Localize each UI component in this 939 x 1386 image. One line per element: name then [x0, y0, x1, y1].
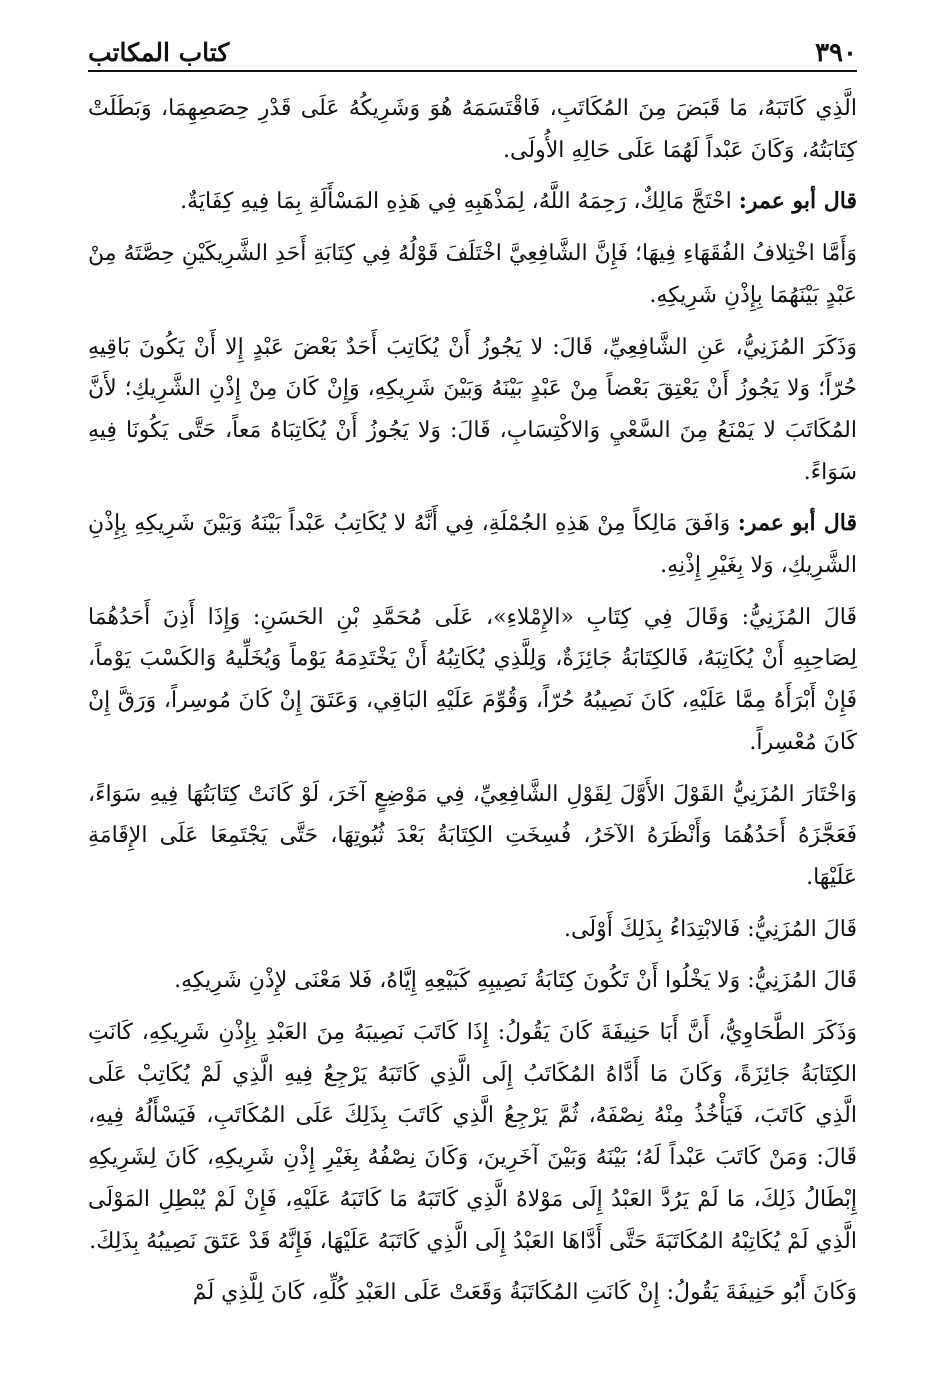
paragraph-7: [88, 774, 857, 899]
paragraph-11: [88, 1272, 857, 1314]
paragraph-text: قَالَ المُزَنِيُّ: فَالابْتِدَاءُ بِذَلِكَ أَوْلَى.: [564, 916, 857, 942]
paragraph-6: [88, 597, 857, 764]
paragraph-5: [88, 503, 857, 586]
paragraph-text: قَالَ المُزَنِيُّ: وَلا يَخْلُوا أَنْ تَكُونَ كِتَابَةُ نَصِيبِهِ كَبَيْعِهِ إِيَّاهُ، فَلا مَعْنَى لإِذْنِ شَرِيكِهِ.: [174, 968, 857, 994]
paragraph-text: وَأَمَّا اخْتِلافُ الفُقَهَاءِ فِيهَا؛ فَإِنَّ الشَّافِعِيَّ اخْتَلَفَ قَوْلُهُ فِي كِتَابَةِ أَحَدِ الشَّرِيكَيْنِ حِصَّتَهُ مِنْ عَبْدٍ بَيْنَهُمَا بِإِذْنِ شَرِيكِهِ.: [88, 241, 857, 308]
paragraph-10: [88, 1012, 857, 1262]
page-header: [88, 28, 857, 72]
paragraph-text: وَذَكَرَ المُزَنِيُّ، عَنِ الشَّافِعِيِّ، قَالَ: لا يَجُوزُ أَنْ يُكَاتِبَ أَحَدٌ بَعْضَ عَبْدٍ إِلا أَنْ يَكُونَ بَاقِيهِ حُرّاً؛ وَلا يَجُوزُ أَنْ يَعْتِقَ بَعْضاً مِنْ عَبْدٍ بَيْنَهُ وَبَيْنَ شَرِيكِهِ، وَإِنْ كَانَ مِنْ إِذْنِ الشَّرِيكِ؛ لأَنَّ المُكَاتَبَ لا يَمْنَعُ مِنَ السَّعْيِ وَالاكْتِسَابِ، قَالَ: وَلا يَجُوزُ أَنْ يُكَاتِبَاهُ مَعاً، حَتَّى يَكُونَا فِيهِ سَوَاءً.: [88, 334, 857, 485]
paragraph-8: [88, 909, 857, 951]
paragraph-9: [88, 960, 857, 1002]
paragraph-1: [88, 88, 857, 171]
paragraph-label: قال أبو عمر:: [737, 510, 857, 537]
page-body: [88, 88, 857, 1314]
running-title: كتاب المكاتب: [88, 38, 230, 67]
paragraph-text: وَاخْتَارَ المُزَنِيُّ القَوْلَ الأَوَّلَ لِقَوْلِ الشَّافِعِيِّ، فِي مَوْضِعٍ آخَرَ، لَوْ كَانَتْ كِتَابَتُهَا فِيهِ سَوَاءً، فَعَجَّزَهُ أَحَدُهُمَا وَأَنْظَرَهُ الآخَرُ، فُسِخَتِ الكِتَابَةُ بَعْدَ ثُبُوتِهَا، حَتَّى يَجْتَمِعَا عَلَى الإِقَامَةِ عَلَيْهَا.: [88, 781, 857, 890]
paragraph-3: [88, 233, 857, 316]
paragraph-4: [88, 327, 857, 494]
paragraph-text: وَافَقَ مَالِكاً مِنْ هَذِهِ الجُمْلَةِ، فِي أَنَّهُ لا يُكَاتِبُ عَبْداً بَيْنَهُ وَبَيْنَ شَرِيكِهِ بِإِذْنِ الشَّرِيكِ، وَلا بِغَيْرِ إِذْنِهِ.: [88, 511, 857, 579]
paragraph-label: قال أبو عمر:: [738, 188, 857, 215]
paragraph-2: [88, 181, 857, 223]
paragraph-text: وَكَانَ أَبُو حَنِيفَةَ يَقُولُ: إِنْ كَانَتِ المُكَاتَبَةُ وَقَعَتْ عَلَى العَبْدِ كُلِّهِ، كَانَ لِلَّذِي لَمْ: [192, 1280, 857, 1306]
page-number: ٣٩٠: [815, 38, 857, 68]
paragraph-text: الَّذِي كَاتَبَهُ، مَا قَبَضَ مِنَ المُكَاتَبِ، فَاقْتَسَمَهُ هُوَ وَشَرِيكُهُ عَلَى قَدْرِ حِصَصِهِمَا، وَبَطَلَتْ كِتَابَتُهُ، وَكَانَ عَبْداً لَهُمَا عَلَى حَالِهِ الأُولَى.: [88, 96, 857, 163]
paragraph-text: احْتَجَّ مَالِكٌ، رَحِمَهُ اللَّهُ، لِمَذْهَبِهِ فِي هَذِهِ المَسْأَلَةِ بِمَا فِيهِ كِفَايَةٌ.: [180, 189, 739, 215]
paragraph-text: وَذَكَرَ الطَّحَاوِيُّ، أَنَّ أَبَا حَنِيفَةَ كَانَ يَقُولُ: إِذَا كَاتَبَ نَصِيبَهُ مِنَ العَبْدِ بِإِذْنِ شَرِيكِهِ، كَانَتِ الكِتَابَةُ جَائِزَةً، وَكَانَ مَا أَدَّاهُ المُكَاتَبُ إِلَى الَّذِي كَاتَبَهُ يَرْجِعُ فِيهِ الَّذِي لَمْ يُكَاتِبْ عَلَى الَّذِي كَاتَبَ، فَيَأْخُذُ مِنْهُ نِصْفَهُ، ثُمَّ يَرْجِعُ الَّذِي كَاتَبَ بِذَلِكَ عَلَى المُكَاتَبِ، فَيَسْأَلُهُ فِيهِ، قَالَ: وَمَنْ كَاتَبَ عَبْداً لَهُ؛ بَيْنَهُ وَبَيْنَ آخَرِينَ، وَكَانَ نِصْفُهُ بِغَيْرِ إِذْنِ شَرِيكِهِ، كَانَ لِشَرِيكِهِ إِبْطَالُ ذَلِكَ، مَا لَمْ يَرُدَّ العَبْدُ إِلَى مَوْلاهُ الَّذِي كَاتَبَهُ مَا كَاتَبَهُ عَلَيْهِ، فَإِنْ لَمْ يُبْطِلِ المَوْلَى الَّذِي لَمْ يُكَاتِبْهُ المُكَاتَبَةَ حَتَّى أَدَّاهَا العَبْدُ إِلَى الَّذِي كَاتَبَهُ عَلَيْهَا، فَإِنَّهُ قَدْ عَتَقَ نَصِيبُهُ بِذَلِكَ.: [88, 1020, 857, 1254]
paragraph-text: قَالَ المُزَنِيُّ: وَقَالَ فِي كِتَابِ «الإِمْلاءِ»، عَلَى مُحَمَّدِ بْنِ الحَسَنِ: وَإِذَا أَذِنَ أَحَدُهُمَا لِصَاحِبِهِ أَنْ يُكَاتِبَهُ، فَالكِتَابَةُ جَائِزَةٌ، وَلِلَّذِي يُكَاتِبُهُ أَنْ يَخْتَدِمَهُ يَوْماً وَيُخَلِّيهُ وَالكَسْبَ يَوْماً، فَإِنْ أَبْرَأَهُ مِمَّا عَلَيْهِ، كَانَ نَصِيبُهُ حُرّاً، وَقُوِّمَ عَلَيْهِ البَاقِي، وَعَتَقَ إِنْ كَانَ مُوسِراً، وَرَقَّ إِنْ كَانَ مُعْسِراً.: [88, 604, 857, 755]
